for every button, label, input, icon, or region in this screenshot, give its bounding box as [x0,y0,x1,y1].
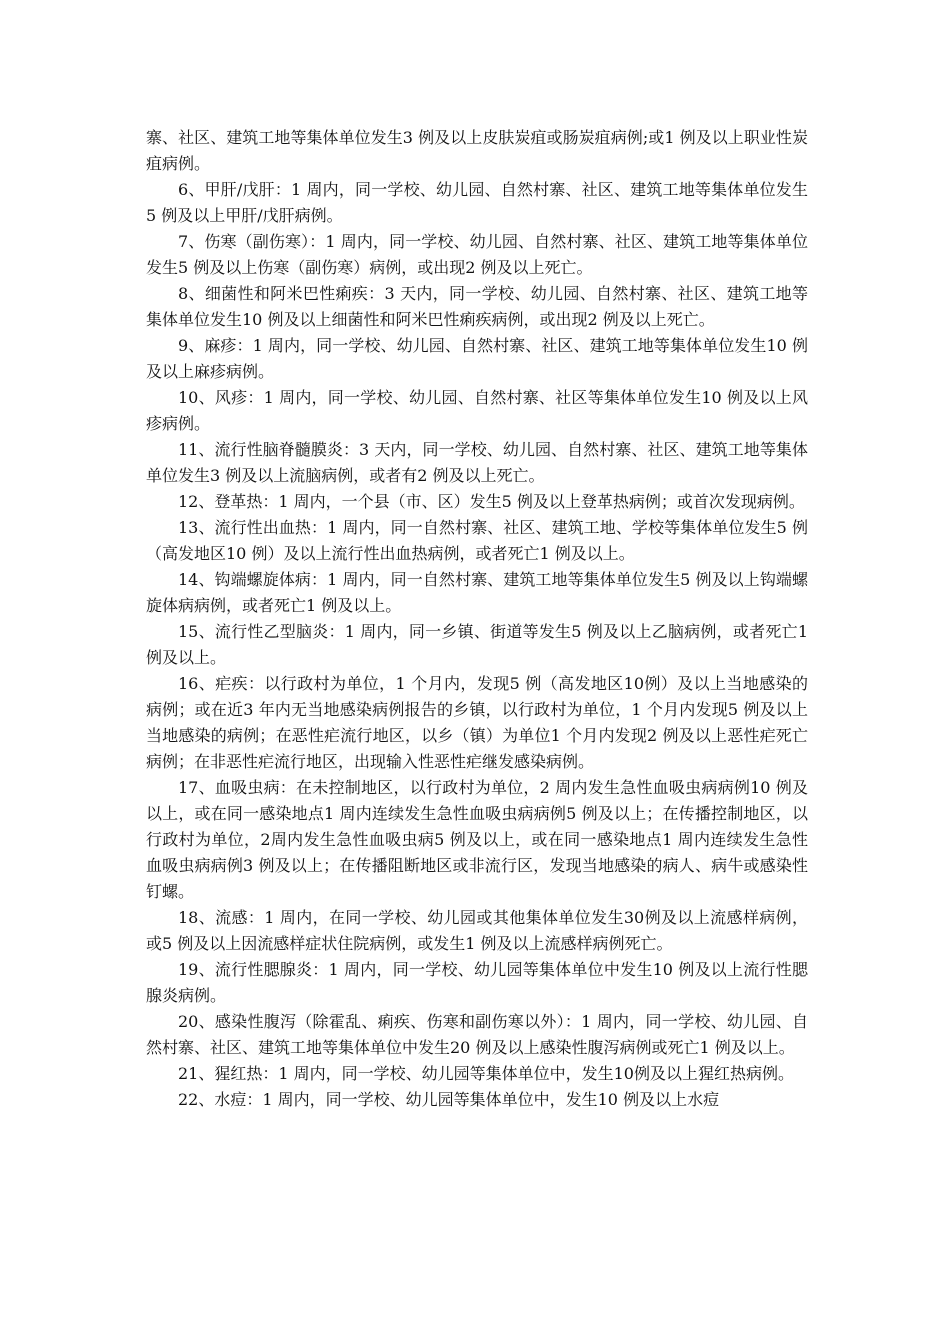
paragraph-14: 18、流感：1 周内，在同一学校、幼儿园或其他集体单位发生30例及以上流感样病例，或5 例及以上因流感样症状住院病例，或发生1 例及以上流感样病例死亡。 [146,908,808,953]
paragraph-2: 6、甲肝/戊肝：1 周内，同一学校、幼儿园、自然村寨、社区、建筑工地等集体单位发生5 例及以上甲肝/戊肝病例。 [146,180,808,225]
paragraph-18: 22、水痘：1 周内，同一学校、幼儿园等集体单位中，发生10 例及以上水痘 [178,1090,720,1109]
paragraph-11: 15、流行性乙型脑炎：1 周内，同一乡镇、街道等发生5 例及以上乙脑病例，或者死亡1 例及以上。 [146,622,808,667]
document-page [146,125,808,1113]
paragraph-4: 8、细菌性和阿米巴性痢疾：3 天内，同一学校、幼儿园、自然村寨、社区、建筑工地等集体单位发生10 例及以上细菌性和阿米巴性痢疾病例，或出现2 例及以上死亡。 [146,284,808,329]
paragraph-9: 13、流行性出血热：1 周内，同一自然村寨、社区、建筑工地、学校等集体单位发生5 例（高发地区10 例）及以上流行性出血热病例，或者死亡1 例及以上。 [146,518,808,563]
paragraph-15: 19、流行性腮腺炎：1 周内，同一学校、幼儿园等集体单位中发生10 例及以上流行性腮腺炎病例。 [146,960,808,1005]
paragraph-10: 14、钩端螺旋体病：1 周内，同一自然村寨、建筑工地等集体单位发生5 例及以上钩端螺旋体病病例，或者死亡1 例及以上。 [146,570,808,615]
paragraph-17: 21、猩红热：1 周内，同一学校、幼儿园等集体单位中，发生10例及以上猩红热病例。 [178,1064,794,1083]
paragraph-3: 7、伤寒（副伤寒）：1 周内，同一学校、幼儿园、自然村寨、社区、建筑工地等集体单位发生5 例及以上伤寒（副伤寒）病例，或出现2 例及以上死亡。 [146,232,808,277]
paragraph-13: 17、血吸虫病：在未控制地区，以行政村为单位，2 周内发生急性血吸虫病病例10 例及以上，或在同一感染地点1 周内连续发生急性血吸虫病病例5 例及以上；在传播控制地区，以行政村为单位，2周内发生急性血吸虫病5 例及以上，或在同一感染地点1 周内连续发生急性血吸虫病病例3 例及以上；在传播阻断地区或非流行区，发现当地感染的病人、病牛或感染性钉螺。 [146,778,808,901]
paragraph-6: 10、风疹：1 周内，同一学校、幼儿园、自然村寨、社区等集体单位发生10 例及以上风疹病例。 [146,388,808,433]
paragraph-16: 20、感染性腹泻（除霍乱、痢疾、伤寒和副伤寒以外）：1 周内，同一学校、幼儿园、自然村寨、社区、建筑工地等集体单位中发生20 例及以上感染性腹泻病例或死亡1 例及以上。 [146,1012,808,1057]
paragraph-5: 9、麻疹：1 周内，同一学校、幼儿园、自然村寨、社区、建筑工地等集体单位发生10 例及以上麻疹病例。 [146,336,808,381]
paragraph-12: 16、疟疾：以行政村为单位，1 个月内，发现5 例（高发地区10例）及以上当地感染的病例；或在近3 年内无当地感染病例报告的乡镇，以行政村为单位，1 个月内发现5 例及以上当地感染的病例；在恶性疟流行地区，以乡（镇）为单位1 个月内发现2 例及以上恶性疟死亡病例；在非恶性疟流行地区，出现输入性恶性疟继发感染病例。 [146,674,808,771]
paragraph-7: 11、流行性脑脊髓膜炎：3 天内，同一学校、幼儿园、自然村寨、社区、建筑工地等集体单位发生3 例及以上流脑病例，或者有2 例及以上死亡。 [146,440,808,485]
paragraph-8: 12、登革热：1 周内，一个县（市、区）发生5 例及以上登革热病例；或首次发现病例。 [178,492,805,511]
paragraph-1: 寨、社区、建筑工地等集体单位发生3 例及以上皮肤炭疽或肠炭疽病例;或1 例及以上职业性炭疽病例。 [146,128,808,173]
